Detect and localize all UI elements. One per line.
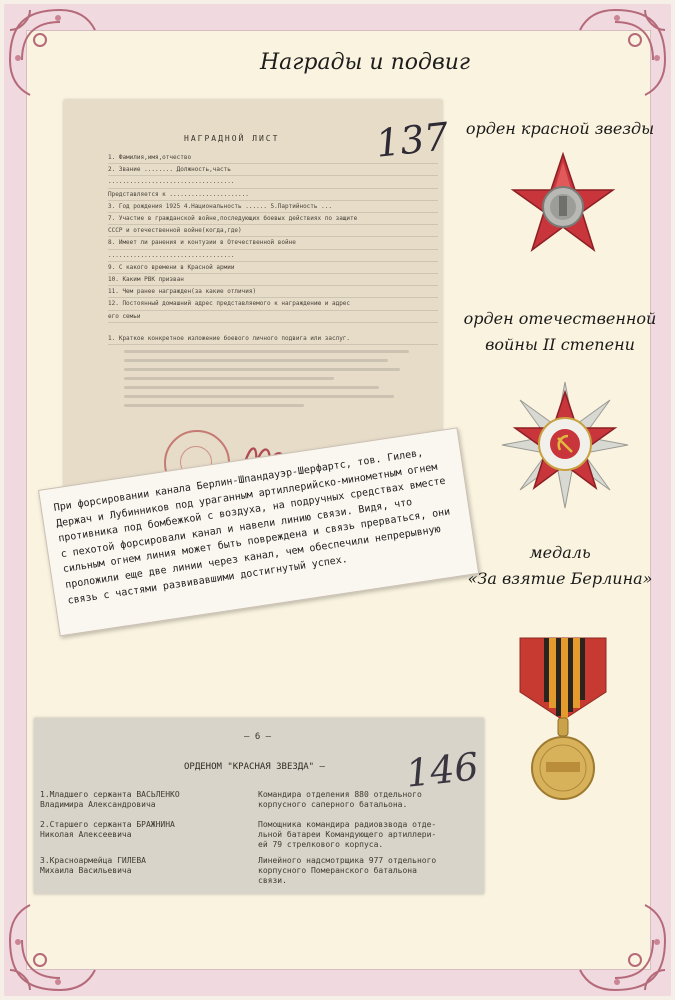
- award-sheet-line: 7. Участие в гражданской войне,последующих боевых действиях по защите: [108, 213, 438, 225]
- award-sheet-line: его семьи: [108, 311, 438, 323]
- corner-ornament-icon: [555, 880, 675, 1000]
- list-title: ОРДЕНОМ "КРАСНАЯ ЗВЕЗДА" –: [184, 762, 325, 772]
- list-item-position: Помощника командира радиовзвода отде- льной батареи Командующего артиллери- ей 79 стрелкового корпуса.: [258, 820, 437, 849]
- award-sheet-line: СССР и отечественной войне(когда,где): [108, 225, 438, 237]
- award-sheet-line: 10. Каким РВК призван: [108, 274, 438, 286]
- medal-caption-berlin: медаль «За взятие Берлина»: [467, 543, 653, 588]
- medal-caption-red-star: орден красной звезды: [465, 119, 655, 138]
- list-item-name: 3.Красноармейца ГИЛЕВА Михаила Васильевича: [40, 856, 146, 875]
- translation-text: При форсировании канала Берлин-Шпандауэр-Шерфартс, тов. Гилев, Держач и Лубинников под ураганным артиллерийско-минометным огнем противника под бомбежкой с воздуха, на подручных средствах вместе с пехотой форсировали канал и навели линию связи. Видя, что сильным огнем линия может быть повреждена и связь прерваться, они проложили еще две линии через канал, чем обеспечили непрерывную связь с частями развивавшими достигнутый успех.: [53, 447, 451, 607]
- award-sheet-line: 11. Чем ранее награжден(за какие отличия): [108, 286, 438, 298]
- berlin-medal-icon: [516, 636, 610, 808]
- award-sheet-line: 3. Год рождения 1925 4.Национальность ...... 5.Партийность ...: [108, 201, 438, 213]
- award-sheet-line: ...................................: [108, 176, 438, 188]
- list-item-position: Линейного надсмотрщика 977 отдельного корпусного Померанского батальона связи.: [258, 856, 437, 885]
- red-star-order-icon: [510, 152, 616, 262]
- corner-ornament-icon: [0, 880, 120, 1000]
- award-sheet-line: Представляется к ......................: [108, 189, 438, 201]
- list-item-name: 1.Младшего сержанта ВАСЬЛЕНКО Владимира Александровича: [40, 790, 180, 809]
- award-sheet-line: 8. Имеет ли ранения и контузии в Отечественной войне: [108, 237, 438, 249]
- list-page-number: – 6 –: [244, 732, 272, 742]
- page-title: Награды и подвиг: [259, 50, 471, 75]
- award-sheet-line: 12. Постоянный домашний адрес представляемого к награждению и адрес: [108, 298, 438, 310]
- award-sheet-line: 1. Краткое конкретное изложение боевого личного подвига или заслуг.: [108, 333, 438, 345]
- award-sheet-fields: [108, 152, 438, 345]
- award-sheet-line: ...................................: [108, 250, 438, 262]
- corner-ornament-icon: [555, 0, 675, 120]
- list-handwritten-number: 146: [403, 744, 481, 796]
- award-list-scan: [34, 718, 484, 894]
- award-sheet-line: 9. С какого времени в Красной армии: [108, 262, 438, 274]
- award-sheet-line: 1. Фамилия,имя,отчество: [108, 152, 438, 164]
- faded-typed-text: [124, 350, 424, 413]
- list-item-position: Командира отделения 880 отдельного корпусного саперного батальона.: [258, 790, 422, 809]
- medal-caption-patriotic-war: орден отечественной войны II степени: [463, 309, 657, 354]
- list-item-name: 2.Старшего сержанта БРАЖНИНА Николая Алексеевича: [40, 820, 175, 839]
- award-sheet-handwritten-number: 137: [373, 114, 451, 166]
- award-sheet-line: 2. Звание ........ Должность,часть: [108, 164, 438, 176]
- award-sheet-heading: НАГРАДНОЙ ЛИСТ: [184, 134, 280, 143]
- patriotic-war-order-icon: [498, 378, 632, 512]
